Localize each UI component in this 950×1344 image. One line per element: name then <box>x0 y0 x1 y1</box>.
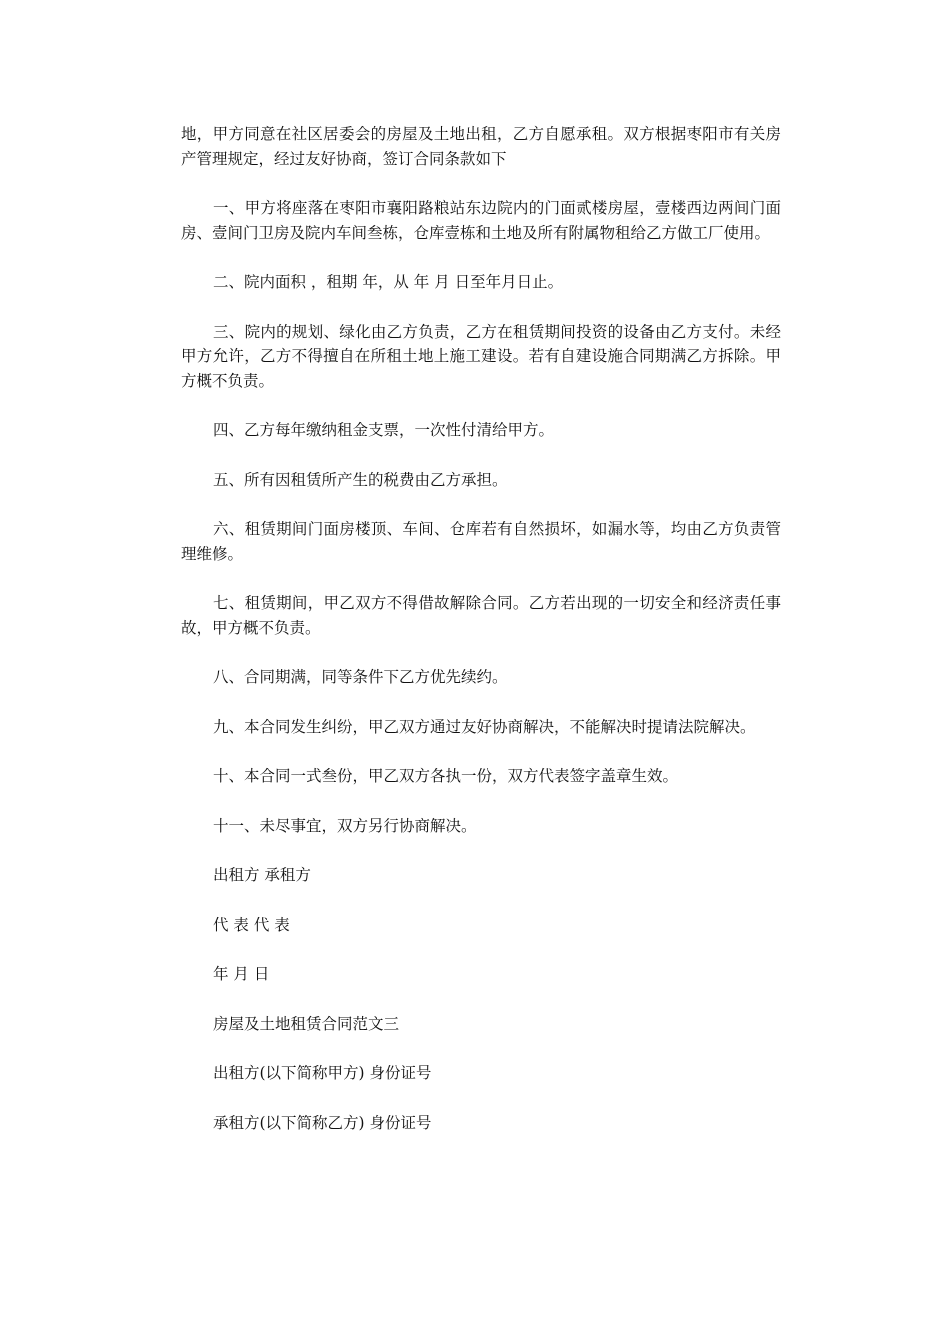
clause-5: 五、所有因租赁所产生的税费由乙方承担。 <box>213 470 508 489</box>
clause-8: 八、合同期满，同等条件下乙方优先续约。 <box>213 668 508 686</box>
clause-7: 七、租赁期间，甲乙双方不得借故解除合同。乙方若出现的一切安全和经济责任事故，甲方概不负责。 <box>181 594 781 637</box>
clause-9: 九、本合同发生纠纷，甲乙双方通过友好协商解决，不能解决时提请法院解决。 <box>213 717 756 736</box>
clause-1: 一、甲方将座落在枣阳市襄阳路粮站东边院内的门面贰楼房屋，壹楼西边两间门面房、壹间门卫房及院内车间叁栋，仓库壹栋和土地及所有附属物租给乙方做工厂使用。 <box>181 199 781 242</box>
party-a-line: 出租方(以下简称甲方) 身份证号 <box>213 1064 432 1082</box>
section-title: 房屋及土地租赁合同范文三 <box>213 1014 400 1033</box>
clause-3: 三、院内的规划、绿化由乙方负责，乙方在租赁期间投资的设备由乙方支付。未经甲方允许，乙方不得擅自在所租土地上施工建设。若有自建设施合同期满乙方拆除。甲方概不负责。 <box>181 322 781 390</box>
document-body <box>181 122 781 1160</box>
clause-10: 十、本合同一式叁份，甲乙双方各执一份，双方代表签字盖章生效。 <box>213 767 679 785</box>
clause-6: 六、租赁期间门面房楼顶、车间、仓库若有自然损坏，如漏水等，均由乙方负责管理维修。 <box>181 520 781 563</box>
signature-parties: 出租方 承租方 <box>213 866 311 884</box>
paragraph-intro-continuation: 地，甲方同意在社区居委会的房屋及土地出租，乙方自愿承租。双方根据枣阳市有关房产管理规定，经过友好协商，签订合同条款如下 <box>181 125 781 168</box>
signature-date: 年 月 日 <box>213 965 270 983</box>
clause-2: 二、院内面积 ，租期 年，从 年 月 日至年月日止。 <box>213 273 564 291</box>
clause-11: 十一、未尽事宜，双方另行协商解决。 <box>213 816 477 835</box>
signature-representatives: 代 表 代 表 <box>213 915 290 934</box>
clause-4: 四、乙方每年缴纳租金支票，一次性付清给甲方。 <box>213 421 555 439</box>
party-b-line: 承租方(以下简称乙方) 身份证号 <box>213 1113 432 1132</box>
